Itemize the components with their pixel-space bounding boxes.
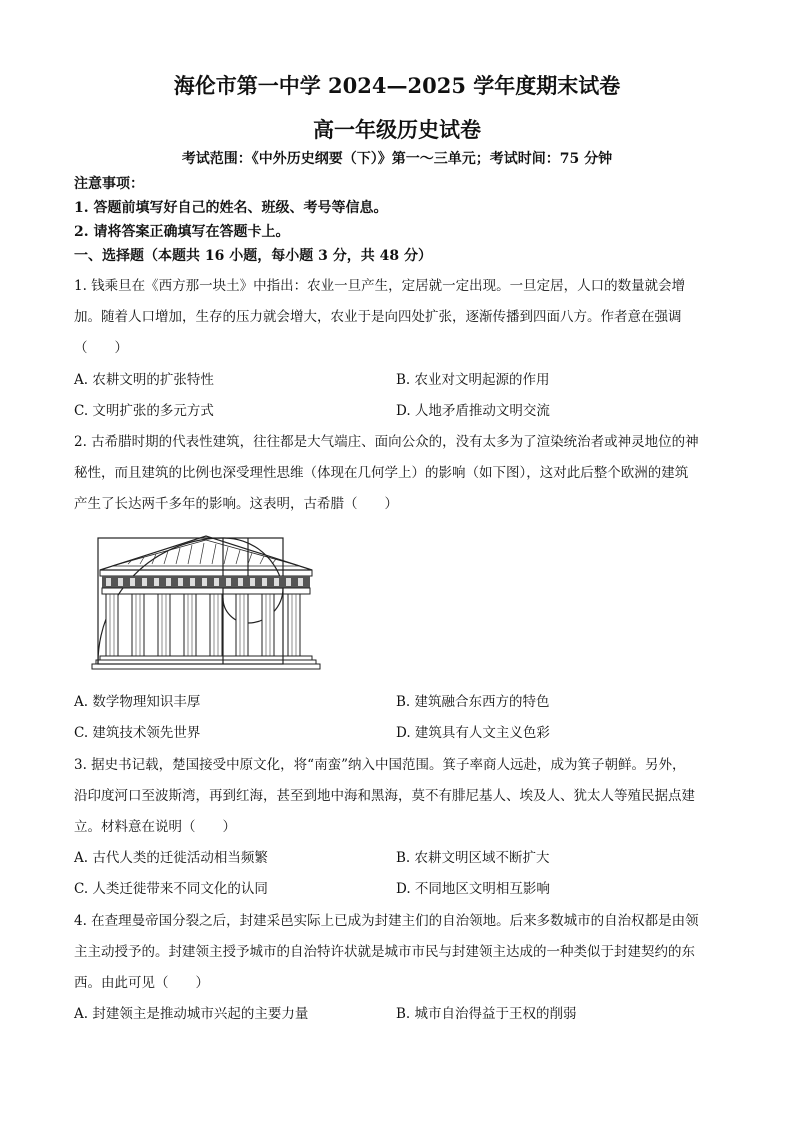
question-line: 3. 据史书记载，楚国接受中原文化，将“南蛮”纳入中国范围。箕子率商人远赴，成为箕子朝鲜。另外， bbox=[74, 757, 686, 773]
option-d: D. 建筑具有人文主义色彩 bbox=[396, 725, 550, 741]
option-b: B. 农业对文明起源的作用 bbox=[396, 372, 550, 388]
option-b: B. 城市自治得益于王权的削弱 bbox=[396, 1006, 577, 1022]
question-line: （ ） bbox=[74, 340, 128, 356]
option-c: C. 人类迁徙带来不同文化的认同 bbox=[74, 881, 268, 897]
notes-heading: 注意事项： bbox=[74, 176, 144, 192]
exam-subtitle: 高一年级历史试卷 bbox=[313, 117, 481, 142]
note-item: 1. 答题前填写好自己的姓名、班级、考号等信息。 bbox=[74, 200, 388, 216]
question-line: 西。由此可见（ ） bbox=[74, 975, 209, 991]
section-heading: 一、选择题（本题共 16 小题，每小题 3 分，共 48 分） bbox=[74, 248, 432, 264]
question-line: 立。材料意在说明（ ） bbox=[74, 819, 236, 835]
exam-scope: 考试范围：《中外历史纲要（下）》第一～三单元；考试时间：75 分钟 bbox=[181, 151, 613, 167]
option-d: D. 不同地区文明相互影响 bbox=[396, 881, 550, 897]
question-line: 2. 古希腊时期的代表性建筑，往往都是大气端庄、面向公众的，没有太多为了渲染统治者或神灵地位的神 bbox=[74, 434, 699, 450]
option-c: C. 建筑技术领先世界 bbox=[74, 725, 201, 741]
option-a: A. 封建领主是推动城市兴起的主要力量 bbox=[74, 1006, 309, 1022]
question-line: 秘性，而且建筑的比例也深受理性思维（体现在几何学上）的影响（如下图），这对此后整个欧洲的建筑 bbox=[74, 465, 689, 481]
option-b: B. 建筑融合东西方的特色 bbox=[396, 694, 550, 710]
question-line: 主主动授予的。封建领主授予城市的自治特许状就是城市市民与封建领主达成的一种类似于封建契约的东 bbox=[74, 944, 695, 960]
exam-title: 海伦市第一中学 2024—2025 学年度期末试卷 bbox=[173, 73, 621, 98]
note-item: 2. 请将答案正确填写在答题卡上。 bbox=[74, 224, 290, 240]
question-line: 4. 在查理曼帝国分裂之后，封建采邑实际上已成为封建主们的自治领地。后来多数城市的自治权都是由领 bbox=[74, 913, 699, 929]
question-line: 沿印度河口至波斯湾，再到红海，甚至到地中海和黑海，莫不有腓尼基人、埃及人、犹太人等殖民据点建 bbox=[74, 788, 695, 804]
question-line: 加。随着人口增加，生存的压力就会增大，农业于是向四处扩张，逐渐传播到四面八方。作者意在强调 bbox=[74, 309, 682, 325]
option-a: A. 古代人类的迁徙活动相当频繁 bbox=[74, 850, 268, 866]
option-a: A. 数学物理知识丰厚 bbox=[74, 694, 201, 710]
option-c: C. 文明扩张的多元方式 bbox=[74, 403, 214, 419]
parthenon-figure bbox=[88, 528, 324, 674]
option-b: B. 农耕文明区域不断扩大 bbox=[396, 850, 550, 866]
option-a: A. 农耕文明的扩张特性 bbox=[74, 372, 214, 388]
option-d: D. 人地矛盾推动文明交流 bbox=[396, 403, 550, 419]
question-line: 1. 钱乘旦在《西方那一块土》中指出：农业一旦产生，定居就一定出现。一旦定居，人口的数量就会增 bbox=[74, 278, 686, 294]
question-line: 产生了长达两千多年的影响。这表明，古希腊（ ） bbox=[74, 496, 398, 512]
